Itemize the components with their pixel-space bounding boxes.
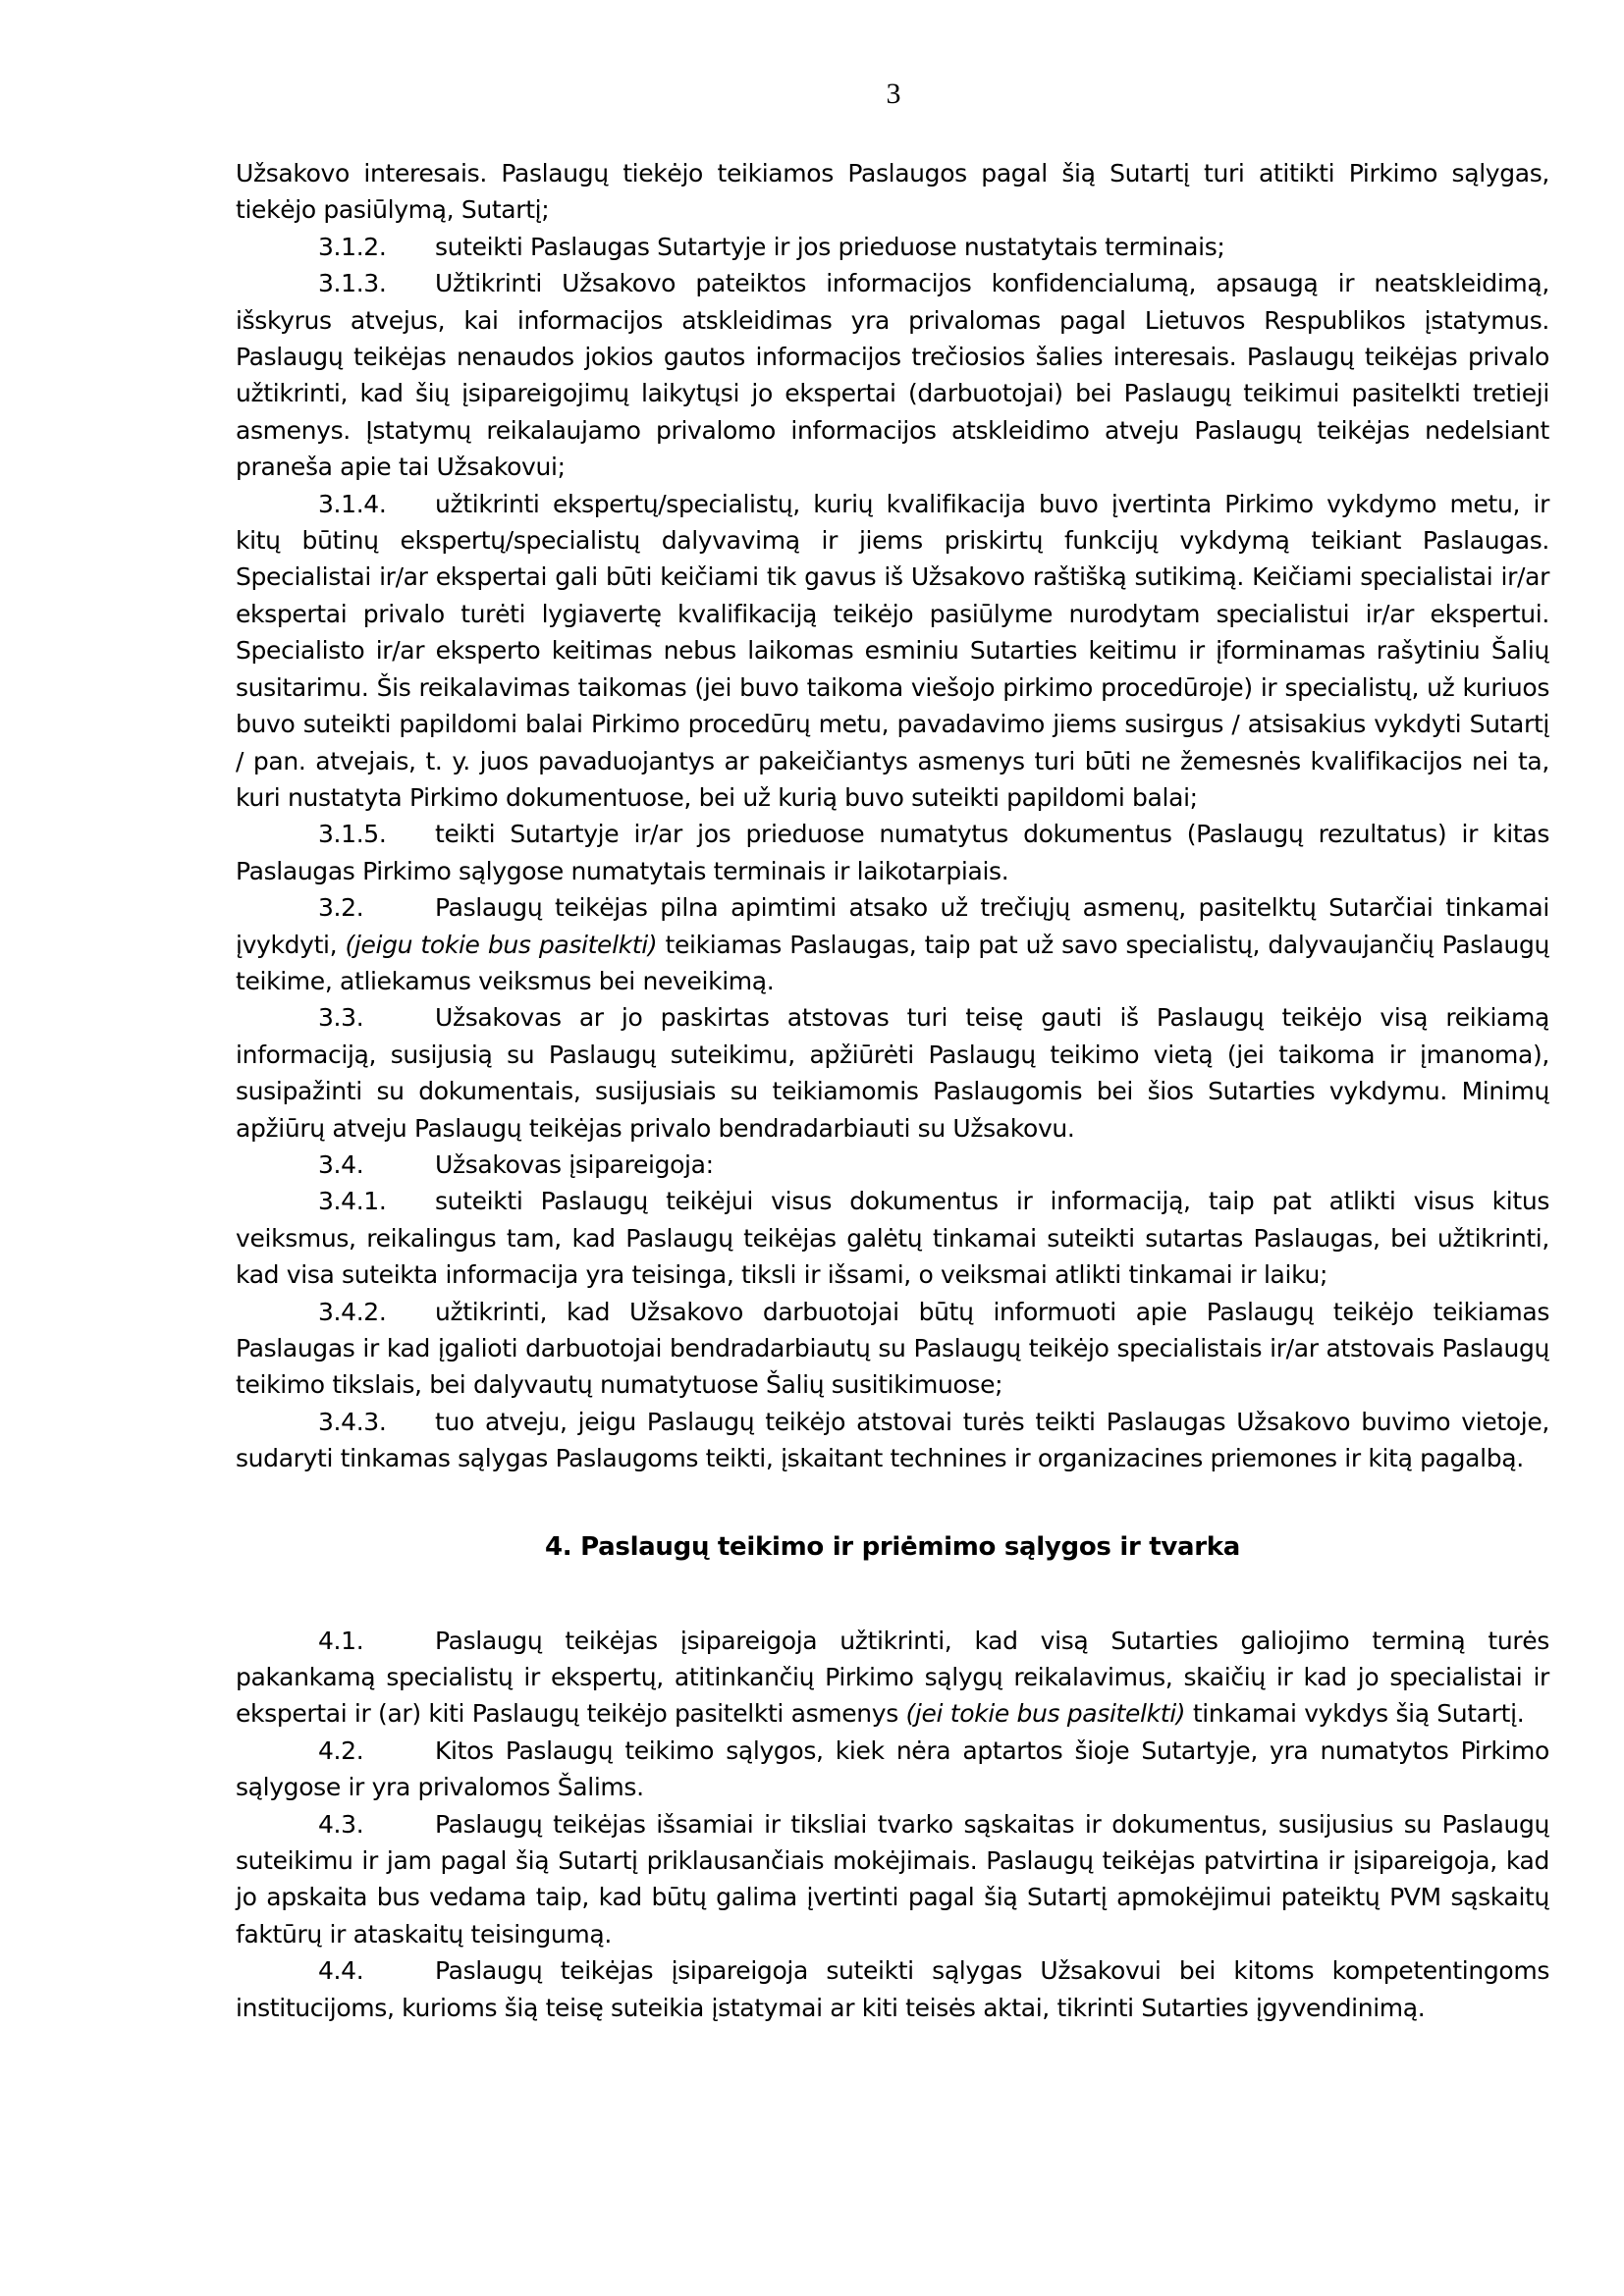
clause-3-4 — [236, 1147, 1549, 1183]
clause-text: Paslaugų teikėjas išsamiai ir tiksliai tvarko sąskaitas ir dokumentus, susijusius su Paslaugų suteikimu ir jam pagal šią Sutartį priklausančiais mokėjimais. Paslaugų teikėjas patvirtina ir įsipareigoja, kad jo apskaita bus vedama taip, kad būtų galima įvertinti pagal šią Sutartį apmokėjimui pateiktų PVM sąskaitų faktūrų ir ataskaitų teisingumą. — [236, 1809, 1549, 1949]
clause-3-1-4 — [236, 486, 1549, 817]
clause-4-3 — [236, 1806, 1549, 1953]
page-number: 3 — [886, 78, 901, 110]
clause-3-1-3 — [236, 265, 1549, 485]
spacer — [236, 1477, 1549, 1529]
paragraph-continuation: Užsakovo interesais. Paslaugų tiekėjo teikiamos Paslaugos pagal šią Sutartį turi atitikti Pirkimo sąlygas, tiekėjo pasiūlymą, Sutartį; — [236, 159, 1549, 225]
clause-number: 3.3. — [318, 1003, 364, 1033]
clause-text: užtikrinti ekspertų/specialistų, kurių kvalifikacija buvo įvertinta Pirkimo vykdymo metu, ir kitų būtinų ekspertų/specialistų dalyvavimą ir jiems priskirtų funkcijų vykdymą teikiant Paslaugas. Specialistai ir/ar ekspertai gali būti keičiami tik gavus iš Užsakovo raštišką sutikimą. Keičiami specialistai ir/ar ekspertai privalo turėti lygiavertę kvalifikaciją teikėjo pasiūlyme nurodytam specialistui ir/ar ekspertui. Specialisto ir/ar eksperto keitimas nebus laikomas esminiu Sutarties keitimu ir įforminamas rašytiniu Šalių susitarimu. Šis reikalavimas taikomas (jei buvo taikoma viešojo pirkimo procedūroje) ir specialistų, už kuriuos buvo suteikti papildomi balai Pirkimo procedūrų metu, pavadavimo jiems susirgus / atsisakius vykdyti Sutartį / pan. atvejais, t. y. juos pavaduojantys ar pakeičiantys asmenys turi būti ne žemesnės kvalifikacijos nei ta, kuri nustatyta Pirkimo dokumentuose, bei už kurią buvo suteikti papildomi balai; — [236, 489, 1549, 812]
clause-text-italic: (jeigu tokie bus pasitelkti) — [345, 930, 658, 959]
clause-number: 4.2. — [318, 1735, 364, 1765]
clause-3-4-3 — [236, 1404, 1549, 1477]
clause-4-2 — [236, 1733, 1549, 1806]
document-body — [236, 155, 1549, 2026]
clause-3-1-5 — [236, 816, 1549, 889]
clause-number: 3.4.1. — [318, 1187, 387, 1216]
clause-number: 3.4.2. — [318, 1297, 387, 1326]
clause-text: tuo atveju, jeigu Paslaugų teikėjo atstovai turės teikti Paslaugas Užsakovo buvimo vietoje, sudaryti tinkamas sąlygas Paslaugoms teikti, įskaitant technines ir organizacines priemones ir kitą pagalbą. — [236, 1407, 1549, 1473]
clause-text: Užsakovas įsipareigoja: — [435, 1149, 714, 1179]
clause-number: 3.1.5. — [318, 820, 387, 849]
clause-number: 3.1.2. — [318, 232, 387, 261]
section-heading: 4. Paslaugų teikimo ir priėmimo sąlygos ir tvarka — [544, 1531, 1241, 1562]
clause-number: 4.4. — [318, 1956, 364, 1986]
spacer — [236, 1566, 1549, 1623]
clause-text: Kitos Paslaugų teikimo sąlygos, kiek nėra aptartos šioje Sutartyje, yra numatytos Pirkimo sąlygose ir yra privalomos Šalims. — [236, 1735, 1549, 1802]
clause-number: 3.4. — [318, 1149, 364, 1179]
clause-text-italic: (jei tokie bus pasitelkti) — [905, 1699, 1186, 1729]
clause-3-4-2 — [236, 1294, 1549, 1404]
clause-3-3 — [236, 999, 1549, 1147]
clause-number: 3.1.3. — [318, 269, 387, 298]
clause-text: suteikti Paslaugas Sutartyje ir jos prieduose nustatytais terminais; — [435, 232, 1225, 261]
clause-text: tinkamai vykdys šią Sutartį. — [1192, 1699, 1525, 1729]
clause-text: Paslaugų teikėjas įsipareigoja užtikrinti, kad visą Sutarties galiojimo terminą turės pakankamą specialistų ir ekspertų, atitinkančių Pirkimo sąlygų reikalavimus, skaičių ir kad jo specialistai ir ekspertai ir (ar) kiti Paslaugų teikėjo pasitelkti asmenys — [236, 1626, 1549, 1729]
clause-4-1 — [236, 1623, 1549, 1733]
clause-text: teikiamas Paslaugas, taip pat už savo specialistų, dalyvaujančių Paslaugų teikime, atliekamus veiksmus bei neveikimą. — [236, 930, 1549, 995]
clause-number: 4.3. — [318, 1809, 364, 1839]
clause-text: Paslaugų teikėjas pilna apimtimi atsako už trečiųjų asmenų, pasitelktų Sutarčiai tinkamai įvykdyti, — [236, 893, 1549, 959]
clause-3-2 — [236, 889, 1549, 999]
clause-number: 3.1.4. — [318, 489, 387, 518]
clause-number: 3.2. — [318, 893, 364, 923]
clause-4-4 — [236, 1952, 1549, 2026]
clause-text: suteikti Paslaugų teikėjui visus dokumentus ir informaciją, taip pat atlikti visus kitus veiksmus, reikalingus tam, kad Paslaugų teikėjas galėtų tinkamai suteikti sutartas Paslaugas, bei užtikrinti, kad visa suteikta informacija yra teisinga, tiksli ir išsami, o veiksmai atlikti tinkamai ir laiku; — [236, 1187, 1549, 1290]
clause-text: Užtikrinti Užsakovo pateiktos informacijos konfidencialumą, apsaugą ir neatskleidimą, išskyrus atvejus, kai informacijos atskleidimas yra privalomas pagal Lietuvos Respublikos įstatymus. Paslaugų teikėjas nenaudos jokios gautos informacijos trečiosios šalies interesais. Paslaugų teikėjas privalo užtikrinti, kad šių įsipareigojimų laikytųsi jo ekspertai (darbuotojai) bei Paslaugų teikimui pasitelkti tretieji asmenys. Įstatymų reikalaujamo privalomo informacijos atskleidimo atveju Paslaugų teikėjas nedelsiant praneša apie tai Užsakovui; — [236, 269, 1549, 482]
clause-number: 3.4.3. — [318, 1407, 387, 1436]
clause-3-1-2 — [236, 229, 1549, 265]
clause-text: užtikrinti, kad Užsakovo darbuotojai būtų informuoti apie Paslaugų teikėjo teikiamas Paslaugas ir kad įgalioti darbuotojai bendradarbiautų su Paslaugų teikėjo specialistais ir/ar atstovais Paslaugų teikimo tikslais, bei dalyvautų numatytuose Šalių susitikimuose; — [236, 1297, 1549, 1400]
clause-text: Paslaugų teikėjas įsipareigoja suteikti sąlygas Užsakovui bei kitoms kompetentingoms institucijoms, kurioms šią teisę suteikia įstatymai ar kiti teisės aktai, tikrinti Sutarties įgyvendinimą. — [236, 1956, 1549, 2022]
clause-number: 4.1. — [318, 1626, 364, 1655]
clause-3-4-1 — [236, 1183, 1549, 1293]
clause-text: teikti Sutartyje ir/ar jos prieduose numatytus dokumentus (Paslaugų rezultatus) ir kitas Paslaugas Pirkimo sąlygose numatytais terminais ir laikotarpiais. — [236, 820, 1549, 885]
clause-text: Užsakovas ar jo paskirtas atstovas turi teisę gauti iš Paslaugų teikėjo visą reikiamą informaciją, susijusią su Paslaugų suteikimu, apžiūrėti Paslaugų teikimo vietą (jei taikoma ir įmanoma), susipažinti su dokumentais, susijusiais su teikiamomis Paslaugomis bei šios Sutarties vykdymu. Minimų apžiūrų atveju Paslaugų teikėjas privalo bendradarbiauti su Užsakovu. — [236, 1003, 1549, 1143]
